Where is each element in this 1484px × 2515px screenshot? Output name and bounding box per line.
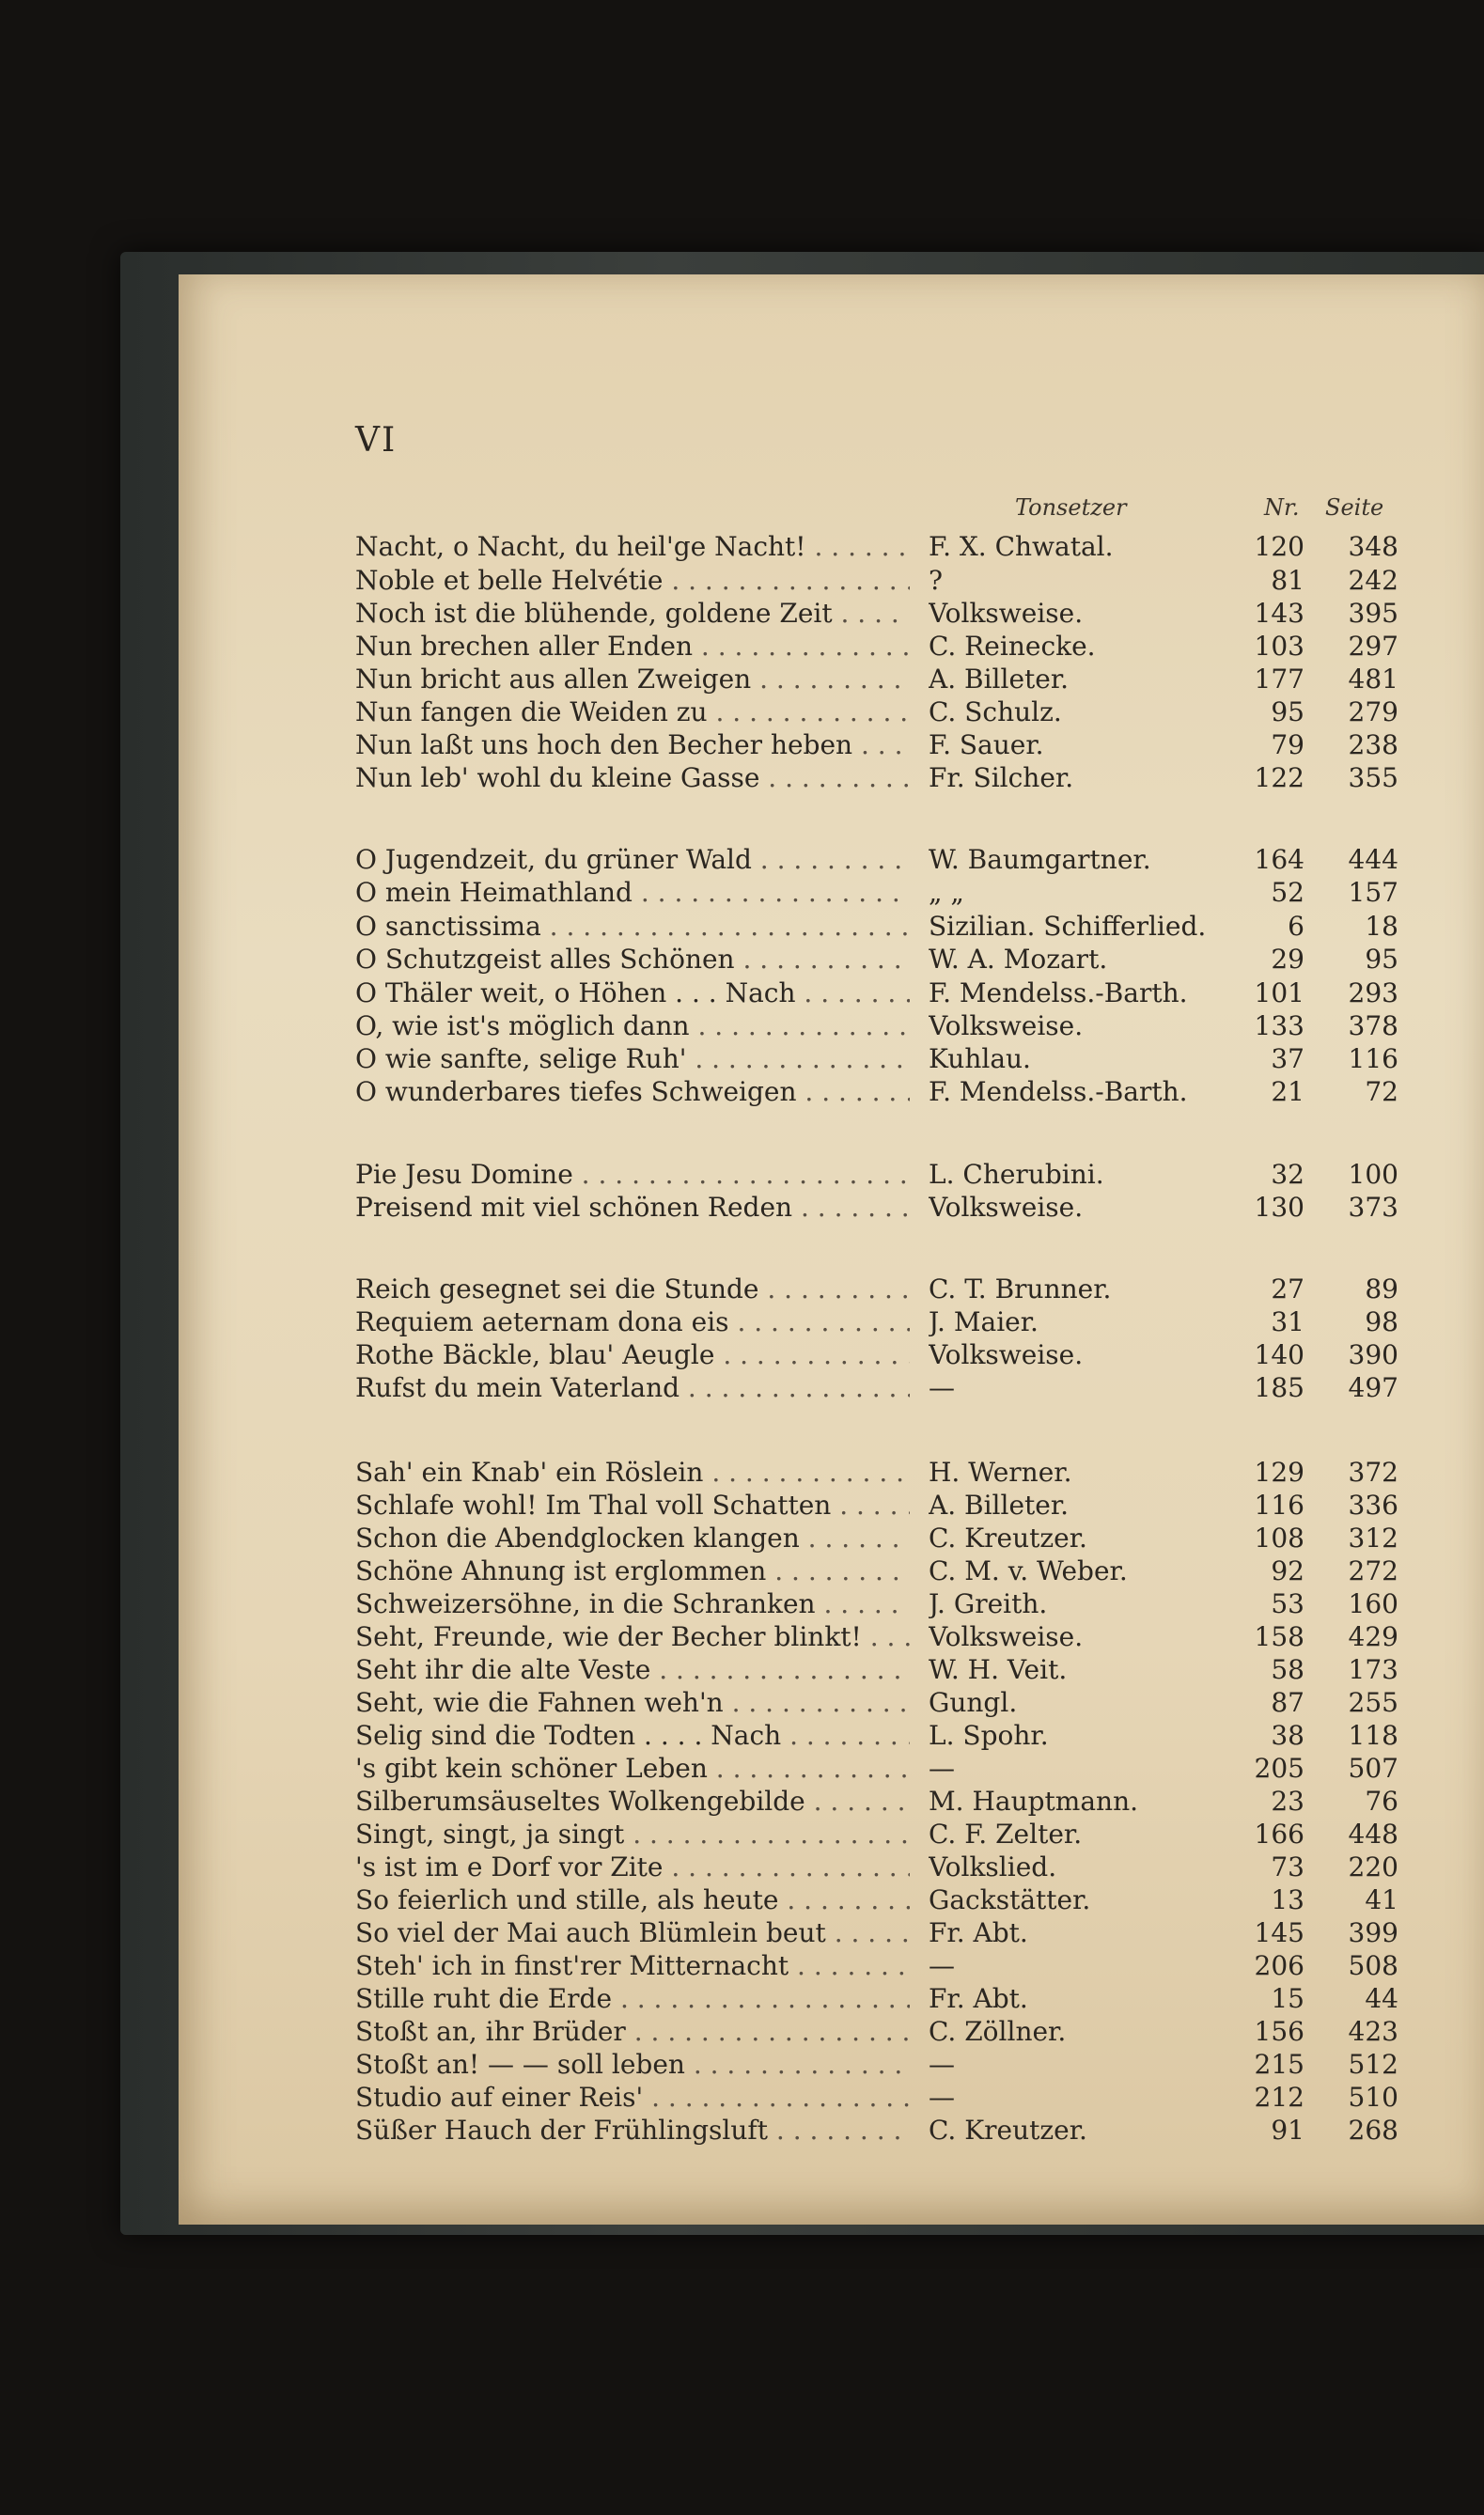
entry-title: Stoßt an! — — soll leben . . . xyxy=(355,2049,910,2080)
entry-title: So viel der Mai auch Blümlein beut . . . xyxy=(355,1917,910,1948)
index-entry xyxy=(355,1753,1398,1786)
entry-page: 89 xyxy=(1365,1273,1398,1304)
index-entry xyxy=(355,877,1398,910)
entry-composer: C. Schulz. xyxy=(929,696,1062,727)
entry-page: 116 xyxy=(1348,1043,1398,1074)
entry-page: 507 xyxy=(1348,1753,1398,1784)
entry-page: 444 xyxy=(1348,844,1398,875)
entry-page: 44 xyxy=(1365,1983,1398,2014)
entry-number: 130 xyxy=(1254,1192,1304,1223)
entry-number: 21 xyxy=(1271,1076,1304,1107)
entry-number: 37 xyxy=(1271,1043,1304,1074)
entry-composer: — xyxy=(929,2082,955,2113)
index-entry xyxy=(355,1273,1398,1306)
index-entry xyxy=(355,2115,1398,2148)
entry-title: Nun brechen aller Enden . . . xyxy=(355,631,910,662)
entry-number: 206 xyxy=(1254,1950,1304,1981)
entry-page: 378 xyxy=(1348,1010,1398,1041)
entry-title: Studio auf einer Reis' . . . xyxy=(355,2082,910,2113)
entry-number: 23 xyxy=(1271,1786,1304,1817)
index-entry xyxy=(355,2049,1398,2082)
entry-page: 255 xyxy=(1348,1687,1398,1718)
index-entry xyxy=(355,1457,1398,1490)
entry-page: 423 xyxy=(1348,2016,1398,2047)
entry-composer: Fr. Silcher. xyxy=(929,762,1074,793)
entry-number: 120 xyxy=(1254,531,1304,562)
entry-composer: J. Maier. xyxy=(929,1306,1039,1337)
entry-number: 81 xyxy=(1271,565,1304,596)
column-header-seite: Seite xyxy=(1325,494,1384,521)
entry-composer: Fr. Abt. xyxy=(929,1983,1028,2014)
entry-composer: „ „ xyxy=(929,877,964,908)
entry-composer: A. Billeter. xyxy=(929,1490,1070,1521)
entry-page: 348 xyxy=(1348,531,1398,562)
entry-title: Schlafe wohl! Im Thal voll Schatten . . . xyxy=(355,1490,910,1521)
entry-number: 143 xyxy=(1254,598,1304,629)
entry-composer: M. Hauptmann. xyxy=(929,1786,1139,1817)
entry-number: 101 xyxy=(1254,977,1304,1008)
entry-page: 293 xyxy=(1348,977,1398,1008)
entry-page: 373 xyxy=(1348,1192,1398,1223)
entry-page: 395 xyxy=(1348,598,1398,629)
index-entry xyxy=(355,664,1398,696)
index-entry xyxy=(355,598,1398,631)
entry-page: 220 xyxy=(1348,1851,1398,1882)
entry-number: 6 xyxy=(1288,911,1304,942)
index-entry xyxy=(355,1950,1398,1983)
entry-page: 72 xyxy=(1365,1076,1398,1107)
entry-page: 510 xyxy=(1348,2082,1398,2113)
index-entry xyxy=(355,1306,1398,1339)
entry-number: 52 xyxy=(1271,877,1304,908)
entry-composer: ? xyxy=(929,565,944,596)
entry-page: 390 xyxy=(1348,1339,1398,1370)
entry-number: 145 xyxy=(1254,1917,1304,1948)
index-entry xyxy=(355,977,1398,1010)
entry-page: 512 xyxy=(1348,2049,1398,2080)
entry-title: Schöne Ahnung ist erglommen . . . xyxy=(355,1555,910,1586)
entry-number: 91 xyxy=(1271,2115,1304,2146)
entry-page: 279 xyxy=(1348,696,1398,727)
entry-composer: W. Baumgartner. xyxy=(929,844,1151,875)
entry-composer: — xyxy=(929,1753,955,1784)
entry-number: 15 xyxy=(1271,1983,1304,2014)
entry-title: So feierlich und stille, als heute . . . xyxy=(355,1884,910,1915)
index-entry xyxy=(355,729,1398,762)
index-entry xyxy=(355,1010,1398,1043)
index-entry xyxy=(355,565,1398,598)
index-entry xyxy=(355,1159,1398,1192)
entry-composer: H. Werner. xyxy=(929,1457,1072,1488)
entry-composer: A. Billeter. xyxy=(929,664,1070,695)
entry-page: 98 xyxy=(1365,1306,1398,1337)
index-entry xyxy=(355,1621,1398,1654)
entry-page: 297 xyxy=(1348,631,1398,662)
entry-title: Sah' ein Knab' ein Röslein . . . xyxy=(355,1457,910,1488)
entry-composer: W. H. Veit. xyxy=(929,1654,1068,1685)
entry-composer: J. Greith. xyxy=(929,1588,1048,1619)
entry-page: 481 xyxy=(1348,664,1398,695)
entry-title: Pie Jesu Domine . . . xyxy=(355,1159,910,1190)
entry-number: 122 xyxy=(1254,762,1304,793)
entry-composer: W. A. Mozart. xyxy=(929,944,1108,975)
index-entry xyxy=(355,1523,1398,1555)
index-entry xyxy=(355,1851,1398,1884)
index-entry xyxy=(355,1786,1398,1819)
entry-title: Selig sind die Todten . . . . Nach . . . xyxy=(355,1720,910,1751)
entry-title: Preisend mit viel schönen Reden . . . xyxy=(355,1192,910,1223)
entry-composer: — xyxy=(929,2049,955,2080)
entry-number: 177 xyxy=(1254,664,1304,695)
index-entry xyxy=(355,2082,1398,2115)
entry-title: O Thäler weit, o Höhen . . . Nach . . . xyxy=(355,977,910,1008)
entry-number: 92 xyxy=(1271,1555,1304,1586)
entry-composer: C. Zöllner. xyxy=(929,2016,1067,2047)
index-entry xyxy=(355,1819,1398,1851)
entry-composer: L. Cherubini. xyxy=(929,1159,1104,1190)
index-entry xyxy=(355,1588,1398,1621)
entry-page: 242 xyxy=(1348,565,1398,596)
entry-page: 336 xyxy=(1348,1490,1398,1521)
entry-page: 18 xyxy=(1365,911,1398,942)
entry-composer: C. Kreutzer. xyxy=(929,1523,1087,1554)
entry-composer: F. Mendelss.-Barth. xyxy=(929,1076,1188,1107)
entry-composer: F. Sauer. xyxy=(929,729,1044,760)
index-entry xyxy=(355,1339,1398,1372)
entry-composer: C. Reinecke. xyxy=(929,631,1096,662)
index-entry xyxy=(355,2016,1398,2049)
entry-title: Rothe Bäckle, blau' Aeugle . . . xyxy=(355,1339,910,1370)
entry-composer: C. F. Zelter. xyxy=(929,1819,1083,1850)
entry-title: Singt, singt, ja singt . . . xyxy=(355,1819,910,1850)
entry-title: O sanctissima . . . xyxy=(355,911,910,942)
entry-title: Noch ist die blühende, goldene Zeit . . . xyxy=(355,598,910,629)
entry-page: 268 xyxy=(1348,2115,1398,2146)
entry-composer: Volksweise. xyxy=(929,598,1084,629)
entry-composer: L. Spohr. xyxy=(929,1720,1049,1751)
entry-number: 140 xyxy=(1254,1339,1304,1370)
entry-composer: Volksweise. xyxy=(929,1621,1084,1652)
index-entry xyxy=(355,844,1398,877)
entry-number: 164 xyxy=(1254,844,1304,875)
entry-page: 429 xyxy=(1348,1621,1398,1652)
entry-composer: Kuhlau. xyxy=(929,1043,1031,1074)
entry-title: Rufst du mein Vaterland . . . xyxy=(355,1372,910,1403)
entry-composer: Gungl. xyxy=(929,1687,1018,1718)
entry-title: Requiem aeternam dona eis . . . xyxy=(355,1306,910,1337)
entry-title: Steh' ich in finst'rer Mitternacht . . . xyxy=(355,1950,910,1981)
entry-title: Schweizersöhne, in die Schranken . . . xyxy=(355,1588,910,1619)
index-entry xyxy=(355,1687,1398,1720)
entry-title: Süßer Hauch der Frühlingsluft . . . xyxy=(355,2115,910,2146)
entry-number: 215 xyxy=(1254,2049,1304,2080)
entry-title: Seht, wie die Fahnen weh'n . . . xyxy=(355,1687,910,1718)
entry-number: 27 xyxy=(1271,1273,1304,1304)
entry-page: 160 xyxy=(1348,1588,1398,1619)
entry-number: 73 xyxy=(1271,1851,1304,1882)
entry-number: 156 xyxy=(1254,2016,1304,2047)
entry-title: Seht, Freunde, wie der Becher blinkt! . . . xyxy=(355,1621,910,1652)
entry-title: Nun laßt uns hoch den Becher heben . . . xyxy=(355,729,910,760)
entry-number: 95 xyxy=(1271,696,1304,727)
entry-number: 116 xyxy=(1254,1490,1304,1521)
entry-page: 312 xyxy=(1348,1523,1398,1554)
entry-title: Nun leb' wohl du kleine Gasse . . . xyxy=(355,762,910,793)
entry-number: 205 xyxy=(1254,1753,1304,1784)
entry-number: 31 xyxy=(1271,1306,1304,1337)
entry-composer: — xyxy=(929,1950,955,1981)
entry-page: 448 xyxy=(1348,1819,1398,1850)
index-entry xyxy=(355,1884,1398,1917)
entry-composer: Sizilian. Schifferlied. xyxy=(929,911,1207,942)
column-header-composer: Tonsetzer xyxy=(1015,494,1127,521)
entry-title: 's gibt kein schöner Leben . . . xyxy=(355,1753,910,1784)
entry-number: 79 xyxy=(1271,729,1304,760)
index-entry xyxy=(355,531,1398,564)
entry-title: O Schutzgeist alles Schönen . . . xyxy=(355,944,910,975)
index-entry xyxy=(355,631,1398,664)
entry-number: 158 xyxy=(1254,1621,1304,1652)
entry-composer: Gackstätter. xyxy=(929,1884,1091,1915)
column-header-nr: Nr. xyxy=(1264,494,1300,521)
entry-number: 212 xyxy=(1254,2082,1304,2113)
page-number: VI xyxy=(355,421,398,460)
index-entry xyxy=(355,1372,1398,1405)
entry-page: 497 xyxy=(1348,1372,1398,1403)
index-entry xyxy=(355,1983,1398,2016)
entry-title: Stille ruht die Erde . . . xyxy=(355,1983,910,2014)
entry-page: 41 xyxy=(1365,1884,1398,1915)
entry-page: 238 xyxy=(1348,729,1398,760)
index-entry xyxy=(355,1555,1398,1588)
entry-composer: F. Mendelss.-Barth. xyxy=(929,977,1188,1008)
entry-number: 129 xyxy=(1254,1457,1304,1488)
entry-composer: Volksweise. xyxy=(929,1010,1084,1041)
entry-title: O wunderbares tiefes Schweigen . . . xyxy=(355,1076,910,1107)
entry-number: 58 xyxy=(1271,1654,1304,1685)
entry-title: Seht ihr die alte Veste . . . xyxy=(355,1654,910,1685)
entry-composer: — xyxy=(929,1372,955,1403)
index-entry xyxy=(355,1720,1398,1753)
entry-title: Nun fangen die Weiden zu . . . xyxy=(355,696,910,727)
entry-page: 272 xyxy=(1348,1555,1398,1586)
index-entry xyxy=(355,1654,1398,1687)
entry-composer: Volksweise. xyxy=(929,1192,1084,1223)
entry-composer: C. T. Brunner. xyxy=(929,1273,1112,1304)
index-entry xyxy=(355,762,1398,795)
entry-page: 118 xyxy=(1348,1720,1398,1751)
entry-title: 's ist im e Dorf vor Zite . . . xyxy=(355,1851,910,1882)
entry-number: 53 xyxy=(1271,1588,1304,1619)
entry-page: 76 xyxy=(1365,1786,1398,1817)
entry-page: 508 xyxy=(1348,1950,1398,1981)
entry-composer: Volksweise. xyxy=(929,1339,1084,1370)
entry-number: 87 xyxy=(1271,1687,1304,1718)
entry-number: 133 xyxy=(1254,1010,1304,1041)
entry-page: 355 xyxy=(1348,762,1398,793)
index-entry xyxy=(355,1043,1398,1076)
entry-page: 399 xyxy=(1348,1917,1398,1948)
entry-title: Silberumsäuseltes Wolkengebilde . . . xyxy=(355,1786,910,1817)
entry-number: 29 xyxy=(1271,944,1304,975)
index-entry xyxy=(355,1192,1398,1225)
entry-number: 108 xyxy=(1254,1523,1304,1554)
entry-composer: C. M. v. Weber. xyxy=(929,1555,1128,1586)
entry-title: O wie sanfte, selige Ruh' . . . xyxy=(355,1043,910,1074)
entry-composer: F. X. Chwatal. xyxy=(929,531,1114,562)
entry-title: Nun bricht aus allen Zweigen . . . xyxy=(355,664,910,695)
entry-title: Noble et belle Helvétie . . . xyxy=(355,565,910,596)
entry-page: 100 xyxy=(1348,1159,1398,1190)
index-entry xyxy=(355,911,1398,944)
entry-composer: C. Kreutzer. xyxy=(929,2115,1087,2146)
entry-composer: Volkslied. xyxy=(929,1851,1057,1882)
entry-number: 32 xyxy=(1271,1159,1304,1190)
entry-page: 173 xyxy=(1348,1654,1398,1685)
index-entry xyxy=(355,1490,1398,1523)
entry-number: 38 xyxy=(1271,1720,1304,1751)
index-entry xyxy=(355,1076,1398,1109)
index-entry xyxy=(355,944,1398,976)
entry-page: 372 xyxy=(1348,1457,1398,1488)
entry-page: 157 xyxy=(1348,877,1398,908)
entry-number: 13 xyxy=(1271,1884,1304,1915)
entry-page: 95 xyxy=(1365,944,1398,975)
entry-title: Schon die Abendglocken klangen . . . xyxy=(355,1523,910,1554)
entry-title: Reich gesegnet sei die Stunde . . . xyxy=(355,1273,910,1304)
entry-composer: Fr. Abt. xyxy=(929,1917,1028,1948)
entry-title: Nacht, o Nacht, du heil'ge Nacht! . . . xyxy=(355,531,910,562)
entry-number: 103 xyxy=(1254,631,1304,662)
index-entry xyxy=(355,696,1398,729)
entry-number: 185 xyxy=(1254,1372,1304,1403)
entry-title: O mein Heimathland . . . xyxy=(355,877,910,908)
entry-title: O, wie ist's möglich dann . . . xyxy=(355,1010,910,1041)
entry-title: Stoßt an, ihr Brüder . . . xyxy=(355,2016,910,2047)
entry-number: 166 xyxy=(1254,1819,1304,1850)
index-entry xyxy=(355,1917,1398,1950)
entry-title: O Jugendzeit, du grüner Wald . . . xyxy=(355,844,910,875)
